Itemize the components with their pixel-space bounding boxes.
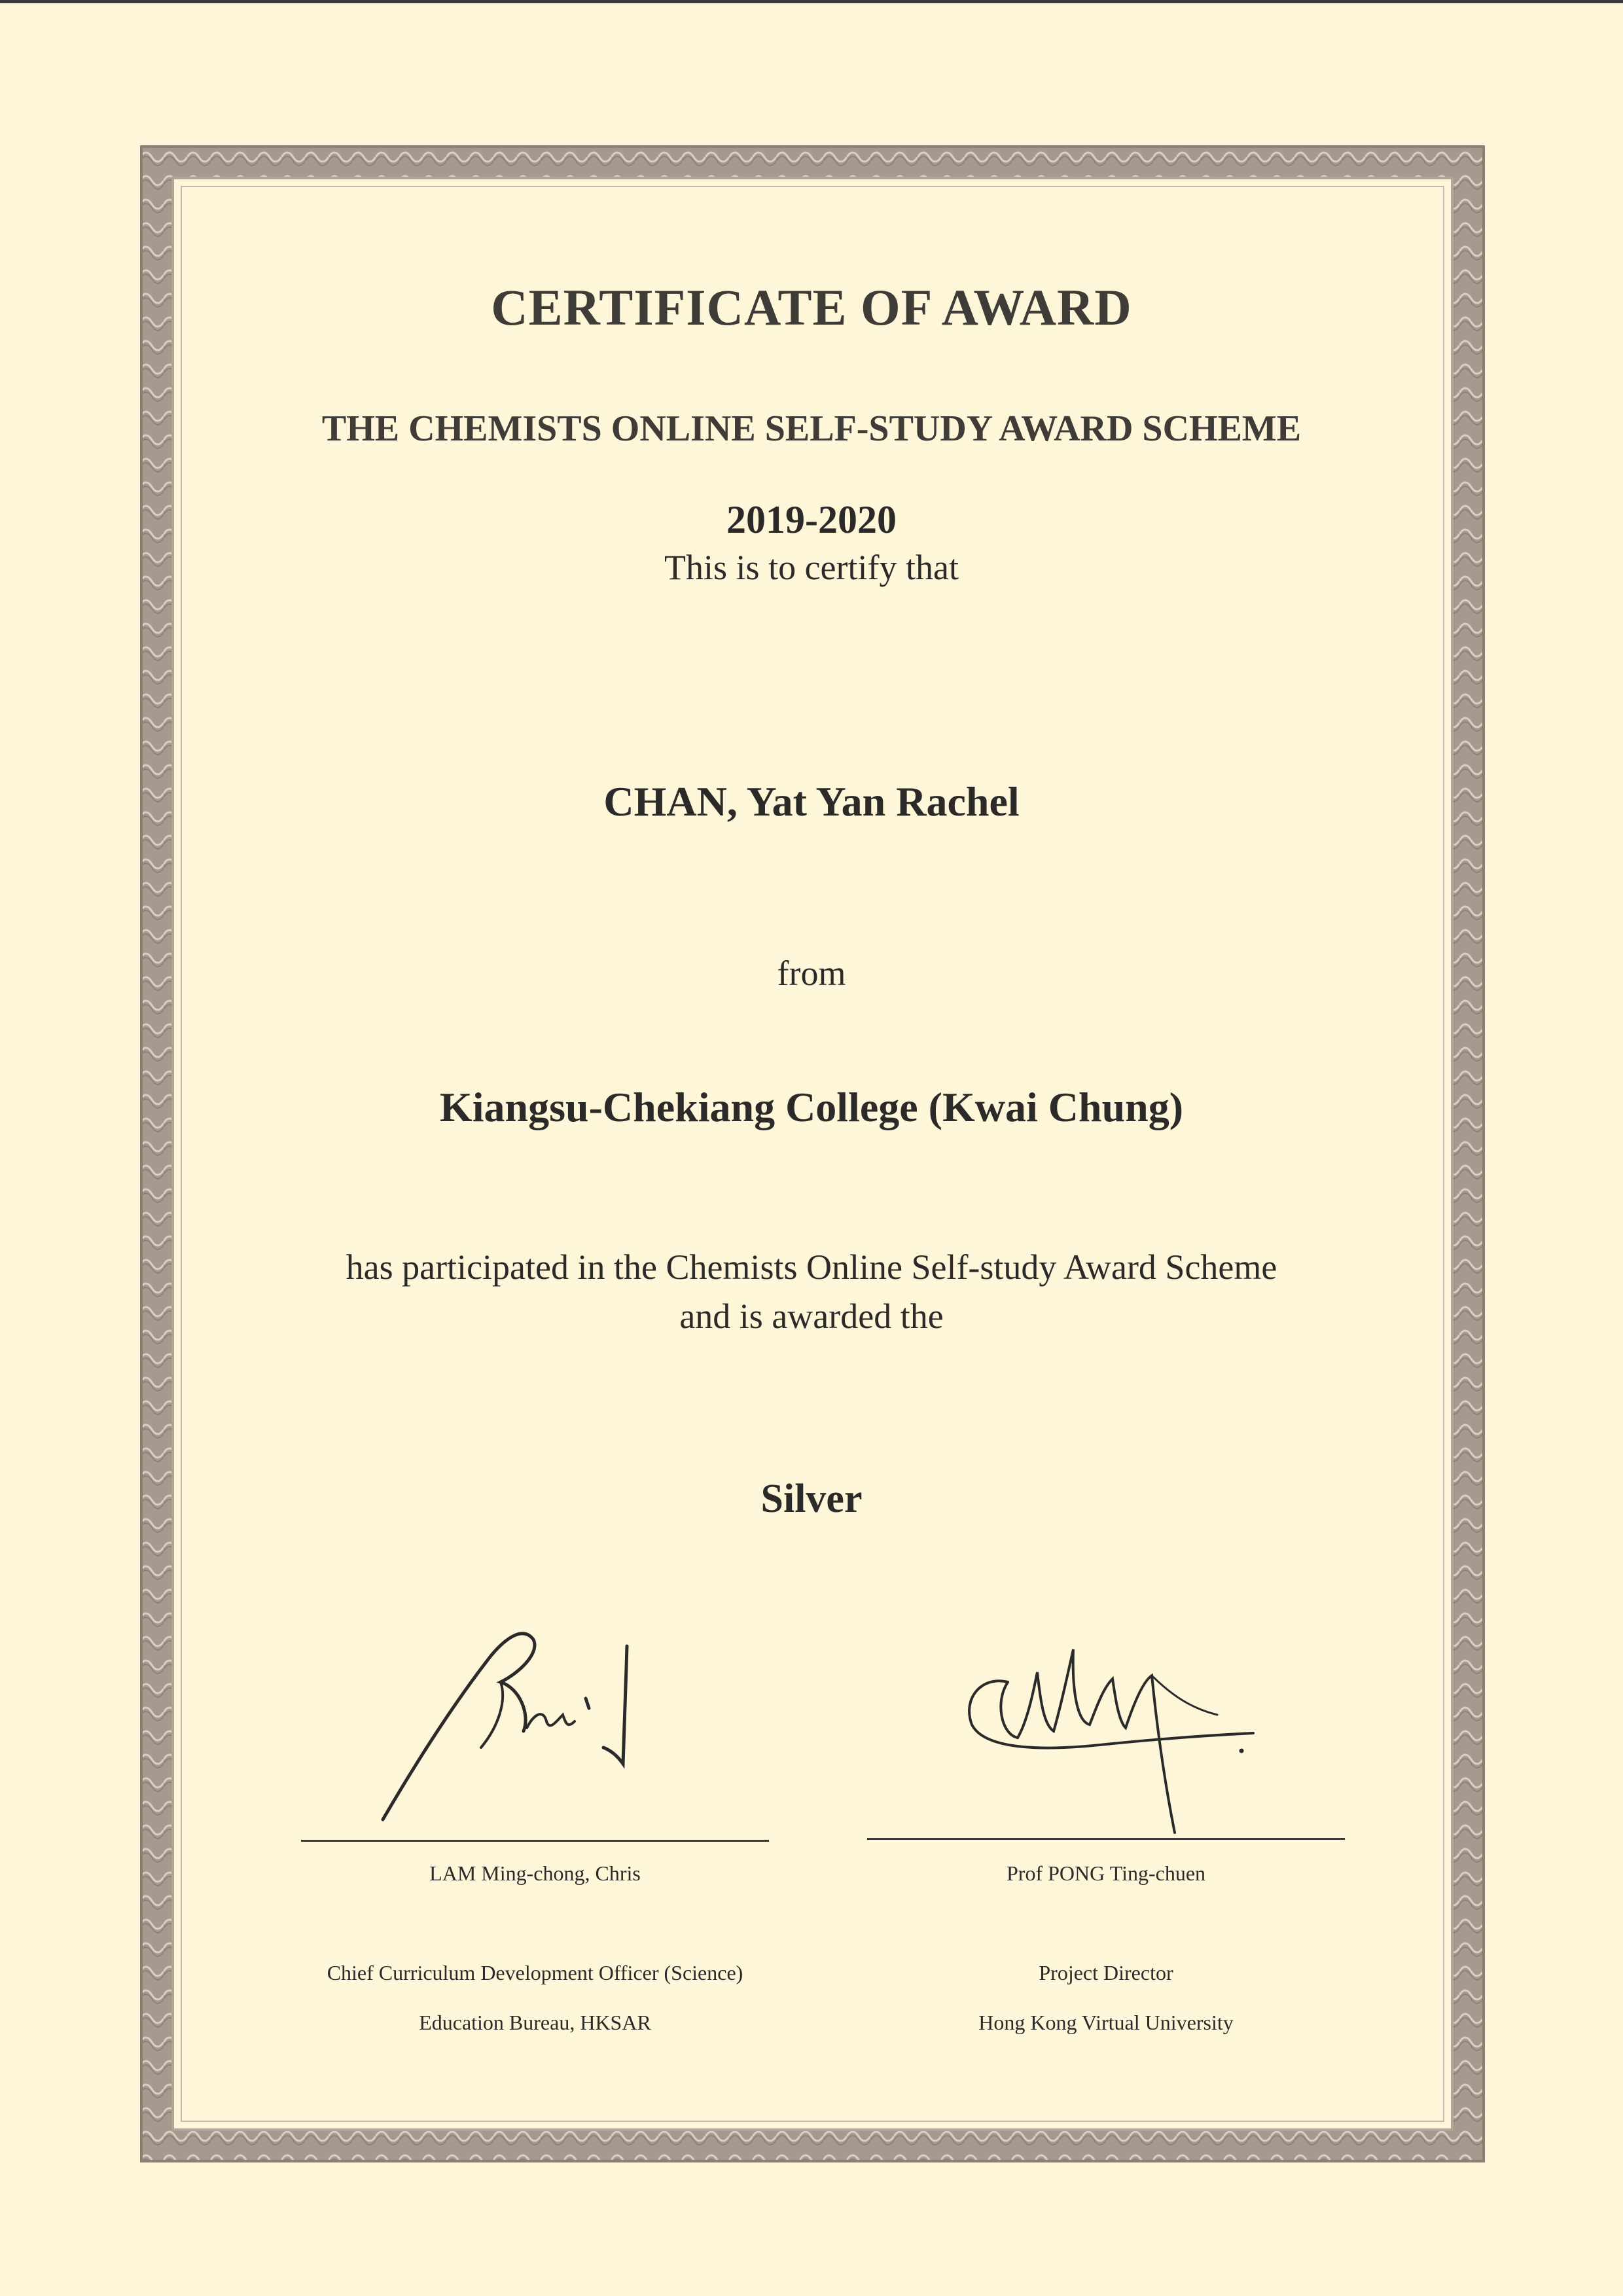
signatory-name-right: Prof PONG Ting-chuen	[1006, 1861, 1206, 1885]
certificate-title: CERTIFICATE OF AWARD	[491, 279, 1132, 336]
school-name: Kiangsu-Chekiang College (Kwai Chung)	[439, 1084, 1184, 1130]
signatory-organization-left: Education Bureau, HKSAR	[419, 2011, 651, 2034]
participation-line-2: and is awarded the	[679, 1297, 944, 1336]
page-top-edge	[0, 0, 1623, 3]
signatory-title-right: Project Director	[1039, 1961, 1173, 1984]
scheme-name: THE CHEMISTS ONLINE SELF-STUDY AWARD SCHEME	[321, 408, 1302, 449]
signature-right	[955, 1610, 1263, 1839]
certify-line: This is to certify that	[664, 548, 959, 587]
academic-year: 2019-2020	[726, 498, 897, 541]
from-label: from	[777, 954, 846, 993]
signature-line-left	[301, 1840, 769, 1842]
signatory-name-left: LAM Ming-chong, Chris	[429, 1861, 641, 1885]
signatory-title-left: Chief Curriculum Development Officer (Science)	[327, 1961, 743, 1984]
signature-line-right	[867, 1838, 1345, 1840]
participation-line-1: has participated in the Chemists Online Self-study Award Scheme	[346, 1247, 1277, 1287]
recipient-name: CHAN, Yat Yan Rachel	[603, 778, 1020, 825]
signatory-organization-right: Hong Kong Virtual University	[978, 2011, 1234, 2034]
award-level: Silver	[760, 1477, 863, 1521]
signature-left	[366, 1617, 668, 1833]
